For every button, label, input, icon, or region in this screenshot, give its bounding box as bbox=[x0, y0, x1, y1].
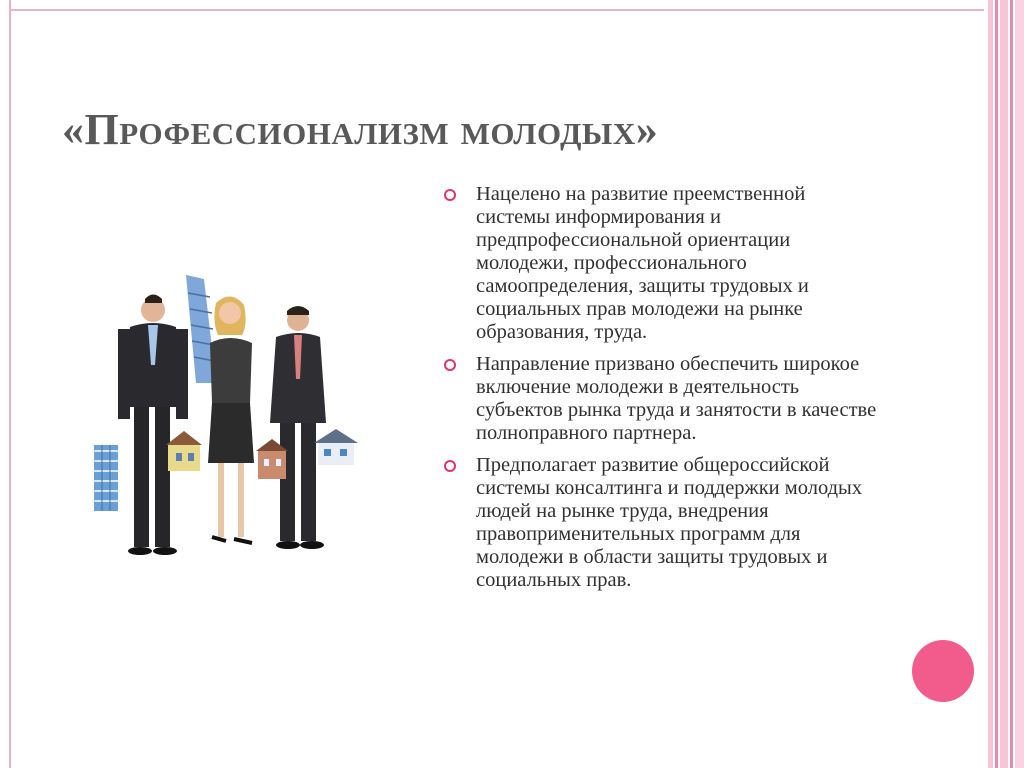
right-stripes-decoration bbox=[988, 0, 1024, 768]
bullet-item bbox=[444, 454, 884, 592]
man-right-figure bbox=[270, 306, 326, 549]
bullet-text: Направление призвано обеспечить широкое включение молодежи в деятельность субъектов рынка труда и занятости в качестве полноправного партнера. bbox=[476, 353, 877, 444]
ring-bullet-icon bbox=[444, 189, 456, 201]
bullet-item bbox=[444, 183, 884, 344]
house-center-yellow bbox=[166, 431, 202, 471]
building-left bbox=[94, 445, 118, 511]
bullet-text: Предполагает развитие общероссийской системы консалтинга и поддержки молодых людей на рынке труда, внедрения правоприменительных программ для молодежи в области защиты трудовых и социальных прав. bbox=[476, 454, 863, 591]
frame-left-line bbox=[9, 0, 11, 768]
pink-circle-decoration bbox=[912, 640, 974, 702]
house-far-right-blue bbox=[314, 429, 358, 465]
frame-top-line bbox=[9, 9, 984, 11]
slide-title: «Профессионализм молодых» bbox=[62, 105, 659, 154]
woman-figure bbox=[208, 296, 254, 543]
ring-bullet-icon bbox=[444, 359, 456, 371]
bullet-list bbox=[444, 183, 884, 601]
bullet-text: Нацелено на развитие преемственной системы информирования и предпрофессиональной ориентации молодежи, профессионального самоопределения, защиты трудовых и социальных прав молодежи на рынке образования, труда. bbox=[476, 183, 809, 343]
business-people-illustration bbox=[88, 265, 378, 565]
ring-bullet-icon bbox=[444, 460, 456, 472]
man-left-figure bbox=[118, 295, 188, 556]
bullet-item bbox=[444, 353, 884, 445]
